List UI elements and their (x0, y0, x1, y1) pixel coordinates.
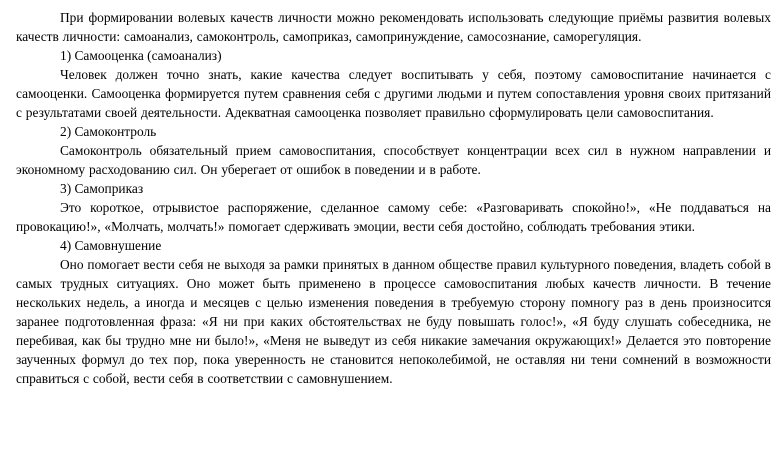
section-heading-self-order: 3) Самоприказ (60, 181, 144, 196)
section-heading-self-assessment: 1) Самооценка (самоанализ) (60, 48, 222, 63)
section-text-self-suggestion: Оно помогает вести себя не выходя за рамки принятых в данном обществе правил культурного поведения, владеть собой в самых трудных ситуациях. Оно может быть применено в процессе самовоспитания любых качеств личности. В течение нескольких недель, а иногда и месяцев с целью изменения поведения в требуемую сторону помногу раз в день произносится заранее подготовленная фраза: «Я ни при каких обстоятельствах не буду повышать голос!», «Я буду слушать собеседника, не перебивая, как бы трудно мне ни было!», «Меня не выведут из себя никакие замечания окружающих!» Делается это повторение заученных формул до тех пор, пока уверенность не становится непоколебимой, не оставляя ни тени сомнений в возможности справиться с собой, вести себя в соответствии с самовнушением. (16, 257, 771, 386)
section-heading-self-suggestion: 4) Самовнушение (60, 238, 162, 253)
section-heading-self-control: 2) Самоконтроль (60, 124, 157, 139)
section-text-self-assessment: Человек должен точно знать, какие качества следует воспитывать у себя, поэтому самовоспитание начинается с самооценки. Самооценка формируется путем сравнения себя с другими людьми и путем сопоставления уровня своих притязаний с результатами своей деятельности. Адекватная самооценка позволяет правильно сформулировать цели самовоспитания. (16, 67, 771, 120)
intro-paragraph: При формировании волевых качеств личности можно рекомендовать использовать следующие приёмы развития волевых качеств личности: самоанализ, самоконтроль, самоприказ, самопринуждение, самосознание, саморегуляция. (16, 10, 771, 44)
section-text-self-control: Самоконтроль обязательный прием самовоспитания, способствует концентрации всех сил в нужном направлении и экономному расходованию сил. Он уберегает от ошибок в поведении и в работе. (16, 143, 771, 177)
section-text-self-order: Это короткое, отрывистое распоряжение, сделанное самому себе: «Разговаривать спокойно!», «Не поддаваться на провокацию!», «Молчать, молчать!» помогает сдерживать эмоции, вести себя достойно, соблюдать требования этики. (16, 200, 771, 234)
